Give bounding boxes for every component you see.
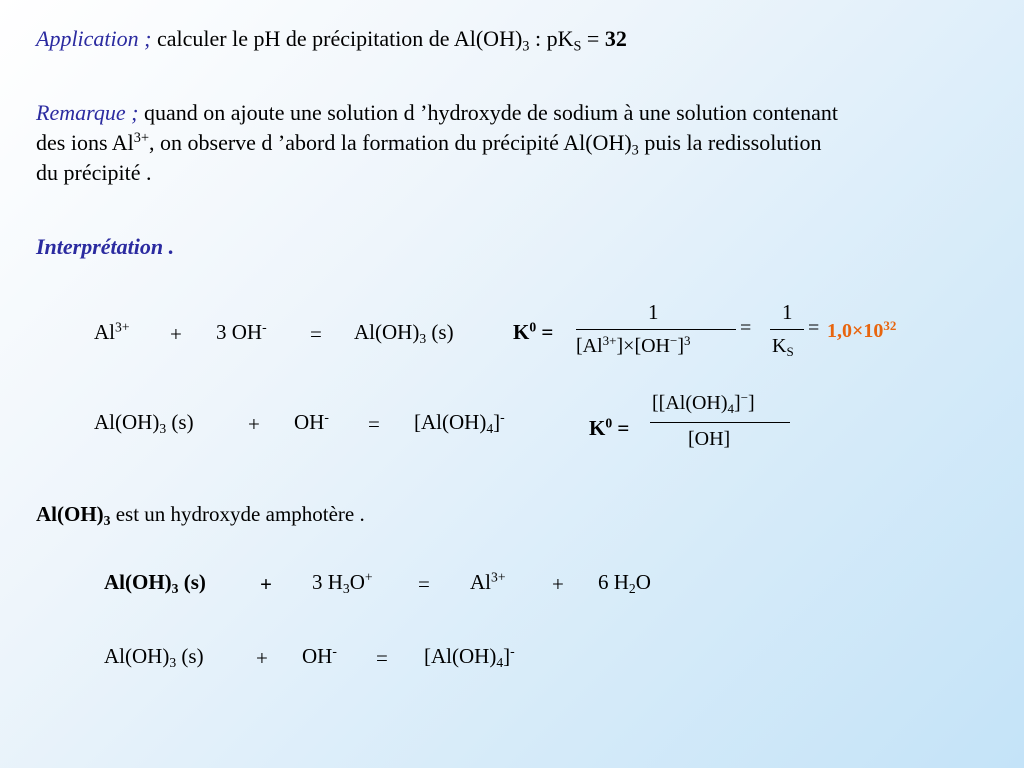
k1-fraction-bar bbox=[576, 329, 736, 330]
eq2-hydroxide: OH- bbox=[294, 409, 329, 434]
k2-fraction-bar bbox=[650, 422, 790, 423]
k1-denominator-2: $K_S$ bbox=[772, 335, 794, 359]
k1-equals-b: = bbox=[808, 317, 820, 339]
interpretation-heading: Interprétation . bbox=[36, 234, 175, 259]
remarque-line-1: Remarque ; quand on ajoute une solution d ’hydroxyde de sodium à une solution contenant bbox=[36, 100, 839, 125]
eq3-plus-2: + bbox=[552, 572, 564, 596]
eq1-hydroxide: 3 OH- bbox=[216, 319, 267, 344]
k2-denominator: [OH] bbox=[688, 428, 731, 450]
eq4-plus: + bbox=[256, 646, 268, 670]
eq2-plus: + bbox=[248, 412, 260, 436]
eq1-plus: + bbox=[170, 322, 182, 346]
eq3-plus: + bbox=[260, 572, 272, 596]
eq1-equals: = bbox=[310, 322, 322, 346]
remarque-line-3: du précipité . bbox=[36, 160, 152, 185]
remarque-label: Remarque ; bbox=[36, 100, 139, 125]
eq2-equals: = bbox=[368, 412, 380, 436]
k1-numerator: 1 bbox=[648, 300, 659, 324]
application-label: Application ; bbox=[36, 26, 152, 51]
eq4-reactant: $Al(OH)_3$ (s) bbox=[104, 644, 204, 671]
eq2-reactant: $Al(OH)_3$ (s) bbox=[94, 410, 194, 437]
remarque-paragraph bbox=[36, 98, 1016, 188]
k2-label: $K^0$ = bbox=[589, 415, 630, 440]
eq4-hydroxide: OH- bbox=[302, 643, 337, 668]
eq3-water: 6 $H_2O$ bbox=[598, 570, 651, 597]
k1-numerator-2: 1 bbox=[782, 300, 793, 324]
remarque-line-2: des ions $Al^{3+}$, on observe d ’abord la formation du précipité $Al(OH)_3$ puis la redissolution bbox=[36, 130, 822, 159]
k1-denominator: $[Al^{3+}]\times[OH^-]^3$ bbox=[576, 332, 691, 357]
k1-label: $K^0$ = bbox=[513, 319, 554, 344]
eq3-al: $Al^{3+}$ bbox=[470, 569, 506, 594]
eq3-hydronium: 3 $H_3O^+$ bbox=[312, 569, 373, 597]
application-line bbox=[36, 26, 627, 55]
amphotere-formula: $Al(OH)_3$ bbox=[36, 502, 111, 529]
k1-fraction-bar-2 bbox=[770, 329, 804, 330]
eq1-al: $Al^{3+}$ bbox=[94, 319, 130, 344]
amphotere-statement: $Al(OH)_3$ est un hydroxyde amphotère . bbox=[36, 502, 365, 529]
eq1-product: $Al(OH)_3$ (s) bbox=[354, 320, 454, 347]
k2-numerator: $[[Al(OH)_4]^-]$ bbox=[652, 389, 755, 416]
application-text: calculer le pH de précipitation de $Al(OH)_3$ : $pK_S$ = bbox=[156, 26, 605, 55]
eq3-equals: = bbox=[418, 572, 430, 596]
eq2-product: $[Al(OH)_4]^-$ bbox=[414, 409, 505, 437]
eq3-reactant: $Al(OH)_3$ (s) bbox=[104, 570, 206, 597]
k1-equals-a: = bbox=[740, 317, 752, 339]
eq4-product: $[Al(OH)_4]^-$ bbox=[424, 643, 515, 671]
k1-result: $1,0\times 10^{32}$ bbox=[827, 317, 897, 342]
pks-value: 32 bbox=[604, 26, 627, 51]
eq4-equals: = bbox=[376, 646, 388, 670]
